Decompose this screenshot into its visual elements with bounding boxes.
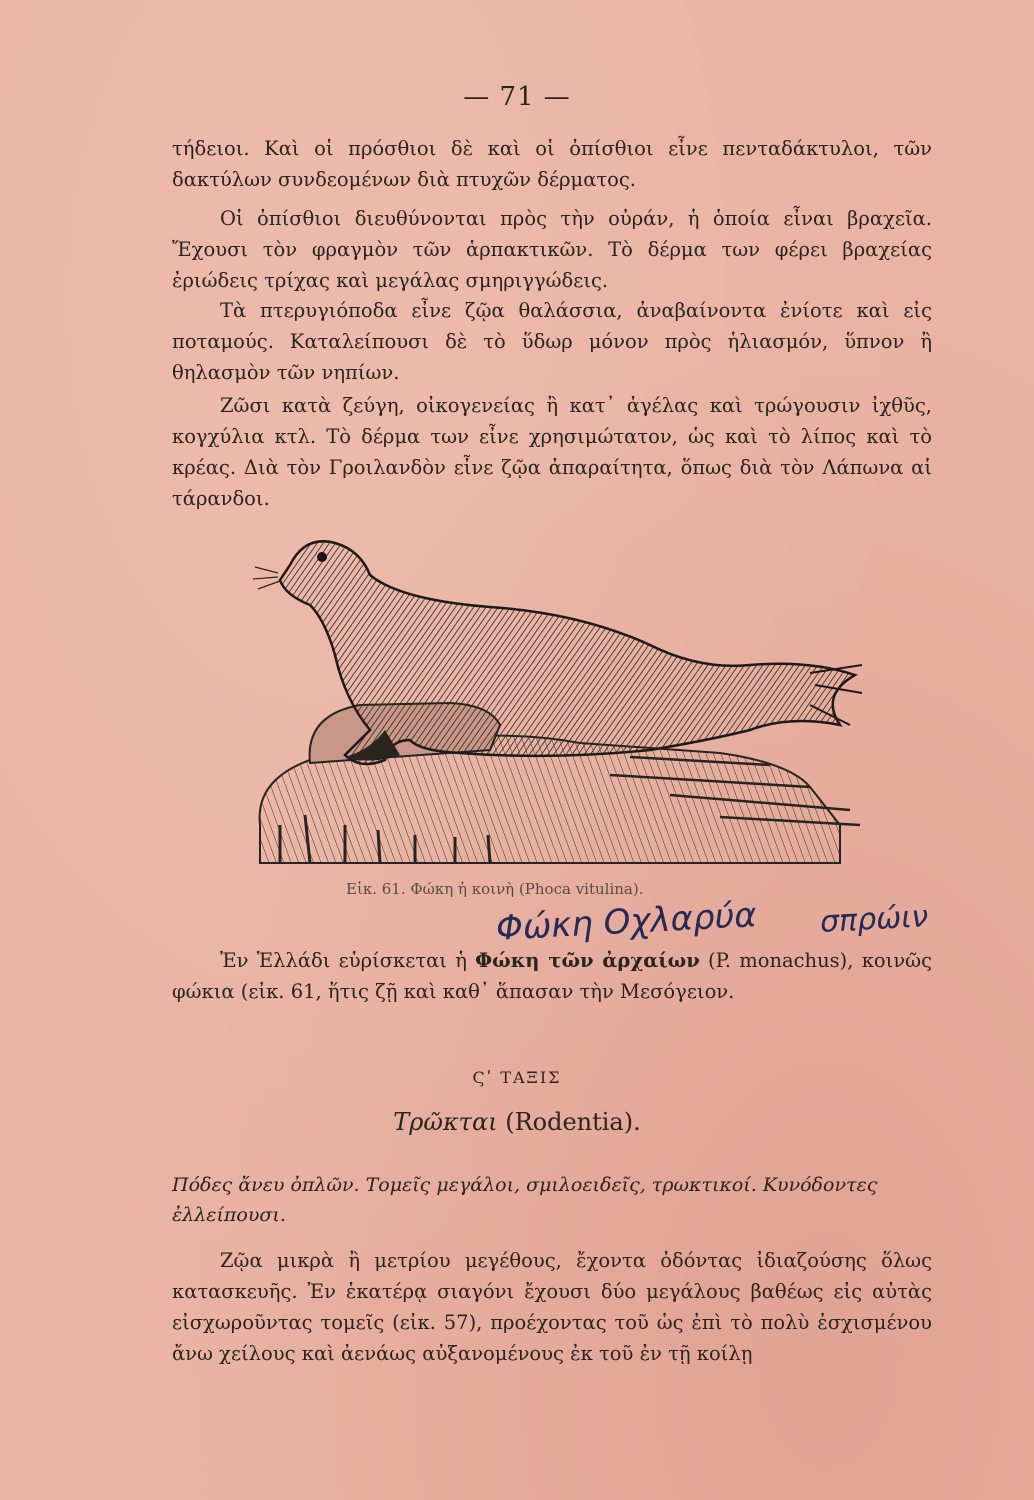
section-title — [0, 1108, 1034, 1136]
paragraph-1-text: τήδειοι. Καὶ οἱ πρόσθιοι δὲ καὶ οἱ ὀπίσθιοι εἶνε πενταδάκτυλοι, τῶν δακτύλων συνδεομένων διὰ πτυχῶν δέρματος. — [172, 137, 932, 191]
handwritten-annotation-1: Φώκη Οχλαρύα — [495, 895, 758, 949]
section-order: Ϛʹ ΤΑΞΙΣ — [472, 1068, 562, 1087]
paragraph-6-text: Πόδες ἄνευ ὀπλῶν. Τομεῖς μεγάλοι, σμιλοειδεῖς, τρωκτικοί. Κυνόδοντες ἐλλείπουσι. — [172, 1174, 878, 1226]
paragraph-2 — [172, 203, 932, 296]
page-number: — 71 — — [463, 82, 571, 112]
paragraph-5-lead: Ἐν Ἑλλάδι εὑρίσκεται ἡ — [220, 949, 476, 972]
paragraph-2-text: Οἱ ὀπίσθιοι διευθύνονται πρὸς τὴν οὐράν, ἡ ὁποία εἶναι βραχεῖα. Ἔχουσι τὸν φραγμὸν τῶν ἁρπακτικῶν. Τὸ δέρμα των φέρει βραχείας ἐριώδεις τρίχας καὶ μεγάλας σμηριγγώδεις. — [172, 207, 932, 292]
handwritten-annotation-2: σπρώιν — [819, 899, 929, 940]
paragraph-4-text: Ζῶσι κατὰ ζεύγη, οἰκογενείας ἢ κατ᾽ ἀγέλας καὶ τρώγουσιν ἰχθῦς, κογχύλια κτλ. Τὸ δέρμα των εἶνε χρησιμώτατον, ὡς καὶ τὸ λίπος καὶ τὸ κρέας. Διὰ τὸν Γροιλανδὸν εἶνε ζῷα ἀπαραίτητα, ὅπως διὰ τὸν Λάπωνα αἱ τάρανδοι. — [172, 394, 932, 510]
paragraph-4 — [172, 390, 932, 514]
seal-illustration-icon — [250, 525, 865, 870]
section-title-latin: (Rodentia). — [497, 1108, 641, 1136]
paragraph-3 — [172, 295, 932, 388]
paragraph-3-text: Τὰ πτερυγιόποδα εἶνε ζῷα θαλάσσια, ἀναβαίνοντα ἐνίοτε καὶ εἰς ποταμούς. Καταλείπουσι δὲ τὸ ὕδωρ μόνον πρὸς ἡλιασμόν, ὕπνον ἢ θηλασμὸν τῶν νηπίων. — [172, 299, 932, 384]
paragraph-6 — [172, 1170, 932, 1230]
section-title-greek: Τρῶκται — [393, 1108, 498, 1136]
paragraph-5 — [172, 945, 932, 1007]
paragraph-5-text — [172, 945, 932, 1007]
paragraph-5-tail: (P. monachus), κοινῶς φώκια (εἰκ. 61, ἥτις ζῇ καὶ καθ᾽ ἅπασαν τὴν Μεσόγειον. — [172, 949, 932, 1003]
paragraph-1 — [172, 133, 932, 195]
paragraph-5-bold: Φώκη τῶν ἀρχαίων — [475, 949, 700, 972]
paragraph-7-text: Ζῷα μικρὰ ἢ μετρίου μεγέθους, ἔχοντα ὀδόντας ἰδιαζούσης ὅλως κατασκευῆς. Ἐν ἑκατέρᾳ σιαγόνι ἔχουσι δύο μεγάλους βαθέως εἰς αὐτὰς εἰσχωροῦντας τομεῖς (εἰκ. 57), προέχοντας τοῦ ὡς ἐπὶ τὸ πολὺ ἐσχισμένου ἄνω χείλους καὶ ἀενάως αὐξανομένους ἐκ τοῦ ἐν τῇ κοίλῃ — [172, 1249, 932, 1365]
paragraph-7 — [172, 1245, 932, 1369]
figure-caption: Εἰκ. 61. Φώκη ἡ κοινὴ (Phoca vitulina). — [346, 880, 644, 898]
